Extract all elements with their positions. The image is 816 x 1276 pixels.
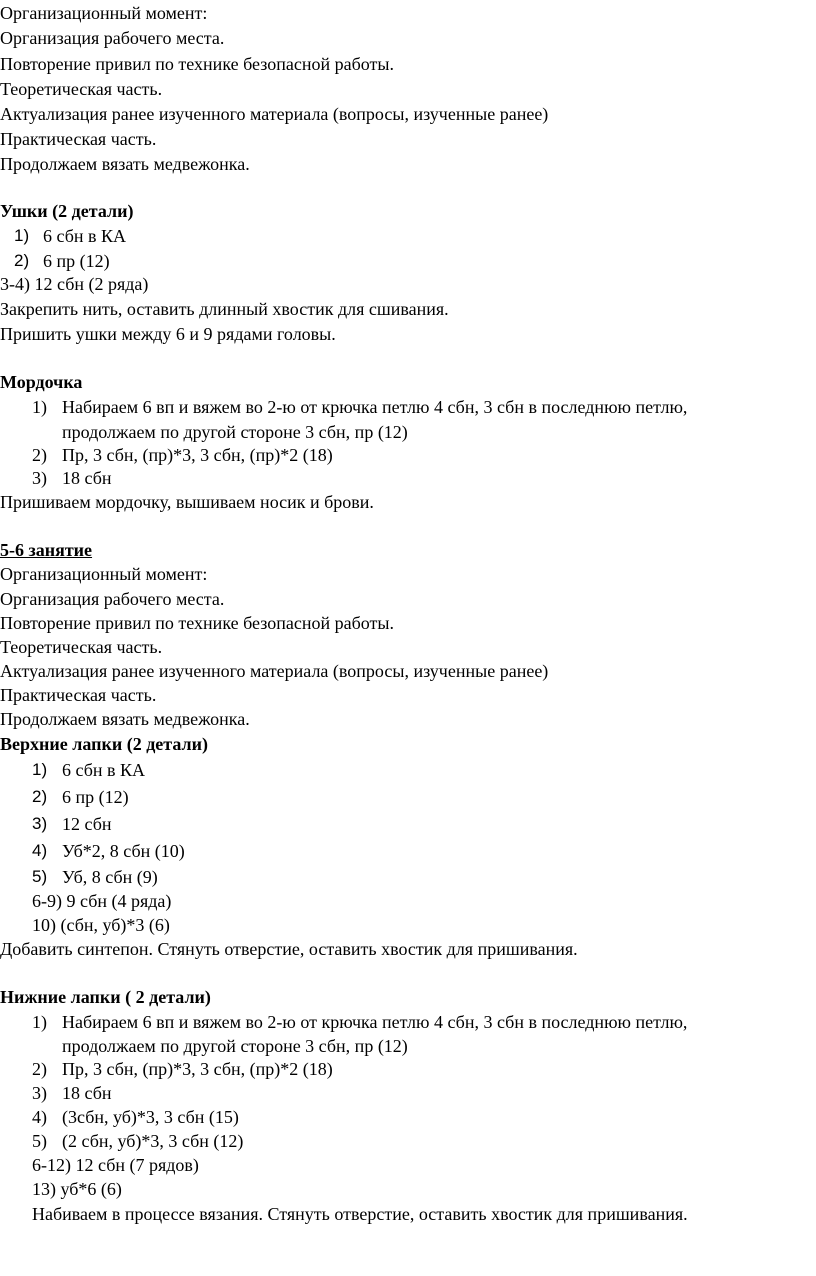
intro-line: Организация рабочего места. [0,589,225,609]
list-item: 6 пр (12) [62,787,129,807]
list-item: 6 сбн в КА [62,760,146,780]
list-item: Уб*2, 8 сбн (10) [62,841,185,861]
intro-line: Продолжаем вязать медвежонка. [0,709,250,729]
intro-line: Повторение привил по технике безопасной работы. [0,613,394,633]
list-item: 6 пр (12) [43,251,110,271]
text-line: 10) (сбн, уб)*3 (6) [32,915,170,935]
intro-line: Организационный момент: [0,3,208,23]
list-item: Набираем 6 вп и вяжем во 2-ю от крючка петлю 4 сбн, 3 сбн в последнюю петлю, [62,1012,688,1032]
list-number: 3) [32,814,48,833]
list-number: 1) [32,397,47,417]
intro-line: Продолжаем вязать медвежонка. [0,154,250,174]
text-line: 13) уб*6 (6) [32,1179,122,1199]
list-item-continued: продолжаем по другой стороне 3 сбн, пр (12) [62,1036,408,1056]
list-item-continued: продолжаем по другой стороне 3 сбн, пр (12) [62,422,408,442]
list-number: 5) [32,867,48,886]
lesson-heading: 5-6 занятие [0,540,93,560]
text-line: 6-9) 9 сбн (4 ряда) [32,891,172,911]
list-number: 1) [14,226,30,245]
list-number: 2) [32,1059,47,1079]
list-item: Уб, 8 сбн (9) [62,867,158,887]
list-number: 3) [32,1083,47,1103]
text-line: Пришить ушки между 6 и 9 рядами головы. [0,324,336,344]
list-item: (2 сбн, уб)*3, 3 сбн (12) [62,1131,244,1151]
list-item: 18 сбн [62,468,112,488]
list-number: 4) [32,841,48,860]
text-line: 3-4) 12 сбн (2 ряда) [0,274,149,294]
list-number: 2) [32,787,48,806]
list-item: Набираем 6 вп и вяжем во 2-ю от крючка петлю 4 сбн, 3 сбн в последнюю петлю, [62,397,688,417]
text-line: 6-12) 12 сбн (7 рядов) [32,1155,199,1175]
list-item: 6 сбн в КА [43,226,127,246]
list-number: 2) [32,445,47,465]
intro-line: Практическая часть. [0,129,157,149]
list-number: 3) [32,468,47,488]
intro-line: Теоретическая часть. [0,79,163,99]
list-number: 4) [32,1107,47,1127]
list-number: 2) [14,251,30,270]
note-line: Добавить синтепон. Стянуть отверстие, оставить хвостик для пришивания. [0,939,578,959]
intro-line: Теоретическая часть. [0,637,163,657]
list-number: 1) [32,1012,47,1032]
intro-line: Практическая часть. [0,685,157,705]
list-item: Пр, 3 сбн, (пр)*3, 3 сбн, (пр)*2 (18) [62,445,333,465]
list-number: 5) [32,1131,47,1151]
section-title-ears: Ушки (2 детали) [0,201,134,221]
text-line: Закрепить нить, оставить длинный хвостик для сшивания. [0,299,449,319]
intro-line: Организация рабочего места. [0,28,225,48]
intro-line: Актуализация ранее изученного материала (вопросы, изученные ранее) [0,104,549,124]
intro-line: Организационный момент: [0,564,208,584]
list-item: Пр, 3 сбн, (пр)*3, 3 сбн, (пр)*2 (18) [62,1059,333,1079]
note-line: Пришиваем мордочку, вышиваем носик и брови. [0,492,374,512]
text-line: Набиваем в процессе вязания. Стянуть отверстие, оставить хвостик для пришивания. [32,1204,688,1224]
intro-line: Актуализация ранее изученного материала (вопросы, изученные ранее) [0,661,549,681]
intro-line: Повторение привил по технике безопасной работы. [0,54,394,74]
section-title-lower-paws: Нижние лапки ( 2 детали) [0,987,211,1007]
list-item: 18 сбн [62,1083,112,1103]
list-number: 1) [32,760,48,779]
section-title-upper-paws: Верхние лапки (2 детали) [0,734,208,754]
list-item: 12 сбн [62,814,112,834]
list-item: (3сбн, уб)*3, 3 сбн (15) [62,1107,239,1127]
section-title-muzzle: Мордочка [0,372,83,392]
